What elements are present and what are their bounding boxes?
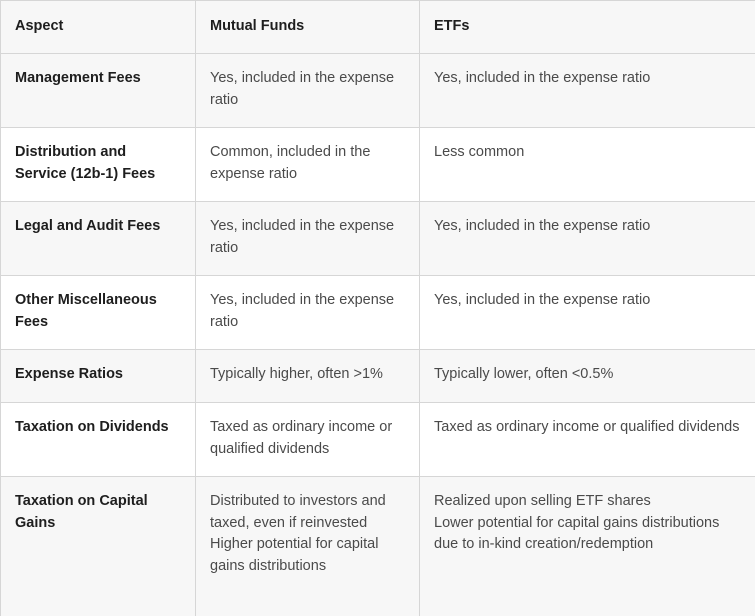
etfs-cell: [420, 54, 755, 128]
etfs-cell: [420, 128, 755, 202]
aspect-cell: Expense Ratios: [1, 350, 196, 403]
table-row: [1, 128, 755, 202]
table-row: [1, 403, 755, 477]
aspect-cell: Taxation on Dividends: [1, 403, 196, 477]
header-mutual-funds: Mutual Funds: [196, 1, 420, 54]
cell-line: Yes, included in the expense ratio: [210, 292, 395, 330]
aspect-cell: Distribution and Service (12b-1) Fees: [1, 128, 196, 202]
cell-line: Yes, included in the expense ratio: [210, 218, 395, 256]
aspect-cell: Legal and Audit Fees: [1, 202, 196, 276]
mutual-funds-cell: [196, 128, 420, 202]
mutual-funds-cell: [196, 54, 420, 128]
mutual-funds-cell: [196, 276, 420, 350]
cell-line: Lower potential for capital gains distributions due to in-kind creation/redemption: [434, 514, 720, 552]
cell-line: Yes, included in the expense ratio: [434, 292, 651, 308]
mutual-funds-cell: [196, 202, 420, 276]
cell-line: Higher potential for capital gains distributions: [210, 536, 379, 574]
aspect-cell: Taxation on Capital Gains: [1, 477, 196, 616]
aspect-cell: Other Miscellaneous Fees: [1, 276, 196, 350]
cell-line: Yes, included in the expense ratio: [434, 70, 651, 86]
table-row: [1, 350, 755, 403]
cell-line: Less common: [434, 144, 525, 160]
cell-line: Realized upon selling ETF shares: [434, 493, 651, 509]
mutual-funds-cell: [196, 477, 420, 616]
cell-line: Typically higher, often >1%: [210, 366, 383, 382]
cell-line: Taxed as ordinary income or qualified dividends: [210, 419, 393, 457]
etfs-cell: [420, 350, 755, 403]
aspect-cell: Management Fees: [1, 54, 196, 128]
header-aspect: Aspect: [1, 1, 196, 54]
table-row: [1, 477, 755, 616]
mutual-funds-cell: [196, 350, 420, 403]
etfs-cell: [420, 202, 755, 276]
cell-line: Typically lower, often <0.5%: [434, 366, 614, 382]
cell-line: Yes, included in the expense ratio: [434, 218, 651, 234]
etfs-cell: [420, 276, 755, 350]
etfs-cell: [420, 477, 755, 616]
cell-line: Yes, included in the expense ratio: [210, 70, 395, 108]
table-row: [1, 276, 755, 350]
mutual-funds-cell: [196, 403, 420, 477]
table-header-row: [1, 1, 755, 54]
table-row: [1, 202, 755, 276]
etfs-cell: [420, 403, 755, 477]
cell-line: Common, included in the expense ratio: [210, 144, 371, 182]
header-etfs: ETFs: [420, 1, 755, 54]
cell-line: Distributed to investors and taxed, even if reinvested: [210, 493, 386, 531]
table-row: [1, 54, 755, 128]
cell-line: Taxed as ordinary income or qualified dividends: [434, 419, 740, 435]
